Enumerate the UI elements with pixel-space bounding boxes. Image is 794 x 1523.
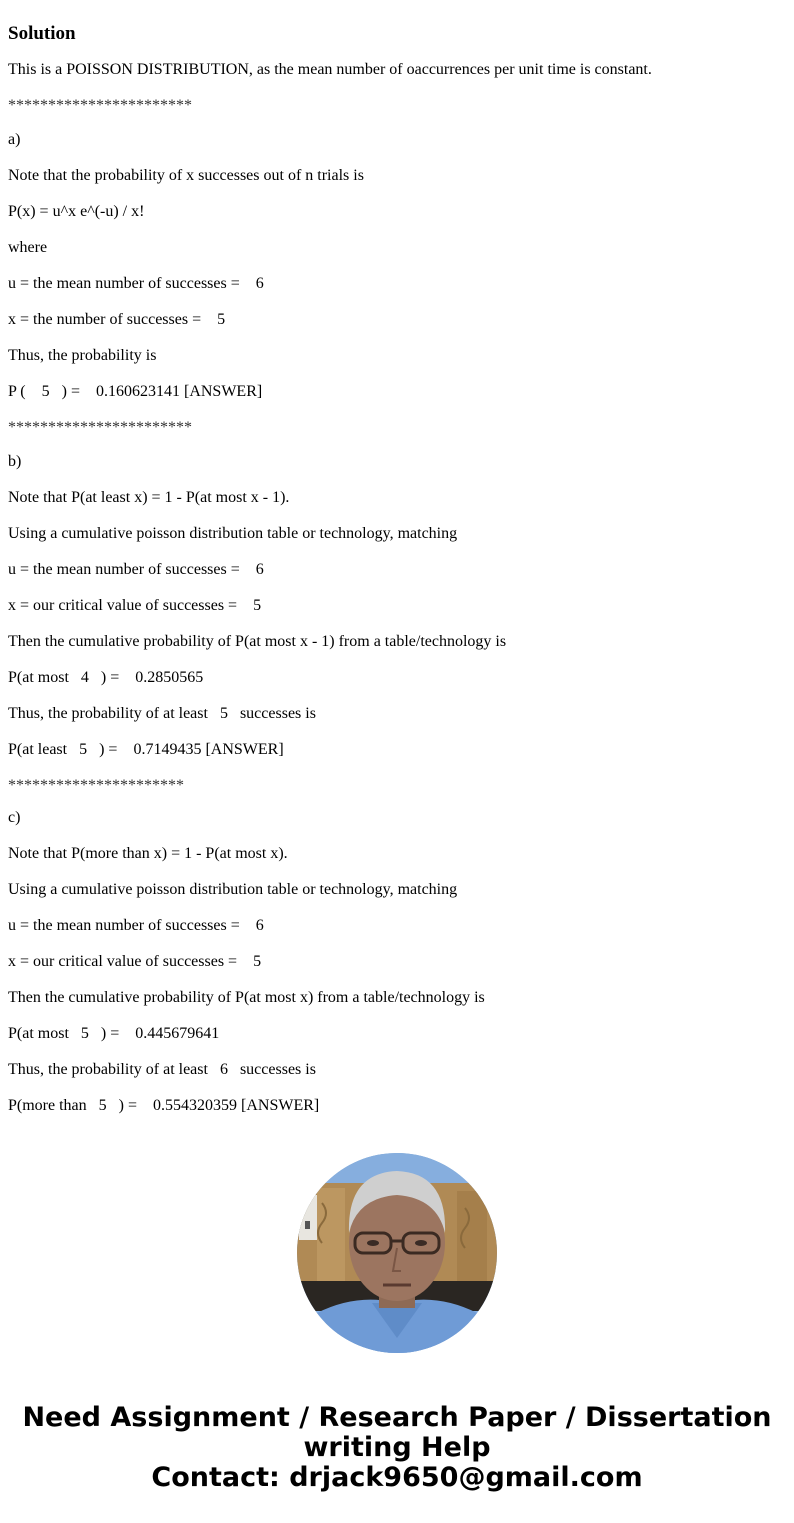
part-c [8,808,788,1116]
part-b [8,452,788,760]
clipped-text-fragment [112,0,116,4]
using-table-text: Using a cumulative poisson distribution table or technology, matching [8,881,458,898]
portrait-image [297,1153,497,1353]
part-c-answer: P(more than 5 ) = 0.554320359 [ANSWER] [8,1097,320,1114]
poisson-formula: P(x) = u^x e^(-u) / x! [8,203,145,220]
part-a-label: a) [8,131,21,148]
part-a-answer: P ( 5 ) = 0.160623141 [ANSWER] [8,383,263,400]
mean-value-line: u = the mean number of successes = 6 [8,275,264,292]
x-value-line: x = our critical value of successes = 5 [8,597,262,614]
cumulative-value: P(at most 4 ) = 0.2850565 [8,669,204,686]
part-b-answer: P(at least 5 ) = 0.7149435 [ANSWER] [8,741,284,758]
mean-value-line: u = the mean number of successes = 6 [8,561,264,578]
x-value-line: x = our critical value of successes = 5 [8,953,262,970]
promo-contact: Contact: drjack9650@gmail.com [151,1462,643,1493]
part-a-note: Note that the probability of x successes out of n trials is [8,167,364,184]
using-table-text: Using a cumulative poisson distribution table or technology, matching [8,525,458,542]
promo-banner [0,1403,794,1493]
then-cumulative-text: Then the cumulative probability of P(at most x - 1) from a table/technology is [8,633,507,650]
cumulative-value: P(at most 5 ) = 0.445679641 [8,1025,220,1042]
x-value-line: x = the number of successes = 5 [8,311,226,328]
part-b-label: b) [8,453,22,470]
part-b-note: Note that P(at least x) = 1 - P(at most x - 1). [8,489,290,506]
separator: ********************** [8,777,184,794]
author-photo [297,1153,497,1353]
thus-text: Thus, the probability is [8,347,157,364]
separator: *********************** [8,97,192,114]
where-text: where [8,239,48,256]
thus-text: Thus, the probability of at least 6 successes is [8,1061,316,1078]
separator: *********************** [8,419,192,436]
solution-body [8,60,788,1132]
solution-heading: Solution [8,23,76,44]
promo-line-2: writing Help [303,1432,491,1463]
part-c-label: c) [8,809,21,826]
clipped-previous-line [0,0,794,4]
thus-text: Thus, the probability of at least 5 successes is [8,705,316,722]
then-cumulative-text: Then the cumulative probability of P(at most x) from a table/technology is [8,989,485,1006]
intro-text: This is a POISSON DISTRIBUTION, as the mean number of oaccurrences per unit time is constant. [8,61,652,78]
mean-value-line: u = the mean number of successes = 6 [8,917,264,934]
promo-line-1: Need Assignment / Research Paper / Dissertation [22,1402,772,1433]
part-c-note: Note that P(more than x) = 1 - P(at most x). [8,845,288,862]
part-a [8,130,788,402]
